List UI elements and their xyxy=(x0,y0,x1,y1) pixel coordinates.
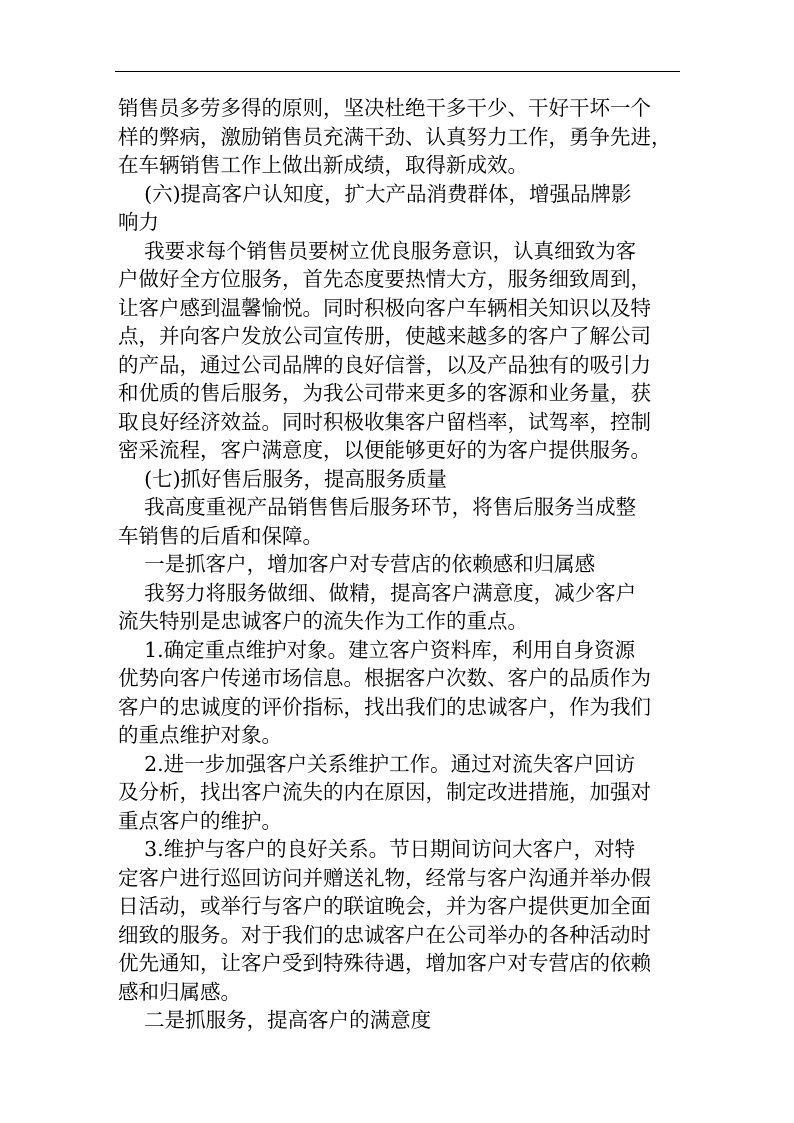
body-line: 销售员多劳多得的原则，坚决杜绝干多干少、干好干坏一个 xyxy=(118,96,651,120)
body-line: 我要求每个销售员要树立优良服务意识，认真细致为客 xyxy=(118,238,637,263)
body-line: 的产品，通过公司品牌的良好信誉，以及产品独有的吸引力 xyxy=(118,352,651,377)
subsection-heading: 一是抓客户，增加客户对专营店的依赖感和归属感 xyxy=(118,552,596,576)
body-line: 优势向客户传递市场信息。根据客户次数、客户的品质作为 xyxy=(118,666,651,690)
body-line: 及分析，找出客户流失的内在原因，制定改进措施，加强对 xyxy=(118,780,651,804)
body-line: 我努力将服务做细、做精，提高客户满意度，减少客户 xyxy=(118,580,637,605)
body-line: 感和归属感。 xyxy=(118,979,241,1004)
document-body xyxy=(118,94,684,1035)
section-heading: (六)提高客户认知度，扩大产品消费群体，增强品牌影 xyxy=(118,181,632,206)
body-line: 定客户进行巡回访问并赠送礼物，经常与客户沟通并举办假 xyxy=(118,865,651,890)
body-line: 流失特别是忠诚客户的流失作为工作的重点。 xyxy=(118,609,528,633)
body-line: 让客户感到温馨愉悦。同时积极向客户车辆相关知识以及特 xyxy=(118,295,651,320)
body-line: 点，并向客户发放公司宣传册，使越来越多的客户了解公司 xyxy=(118,324,651,348)
body-line: 户做好全方位服务，首先态度要热情大方，服务细致周到， xyxy=(118,267,651,291)
body-line: 取良好经济效益。同时积极收集客户留档率，试驾率，控制 xyxy=(118,409,651,434)
header-rule xyxy=(115,71,680,72)
body-line: 密采流程，客户满意度，以便能够更好的为客户提供服务。 xyxy=(118,438,651,462)
body-line: 和优质的售后服务，为我公司带来更多的客源和业务量，获 xyxy=(118,381,651,405)
subsection-heading: 二是抓服务，提高客户的满意度 xyxy=(118,1008,432,1032)
body-line: 细致的服务。对于我们的忠诚客户在公司举办的各种活动时 xyxy=(118,922,651,947)
body-line: 的重点维护对象。 xyxy=(118,723,282,747)
body-line: 客户的忠诚度的评价指标，找出我们的忠诚客户，作为我们 xyxy=(118,694,651,719)
body-line: 车销售的后盾和保障。 xyxy=(118,523,323,548)
body-line: 在车辆销售工作上做出新成绩，取得新成效。 xyxy=(118,153,528,177)
body-line: 我高度重视产品销售售后服务环节，将售后服务当成整 xyxy=(118,495,637,519)
body-line: 优先通知，让客户受到特殊待遇，增加客户对专营店的依赖 xyxy=(118,951,651,975)
body-line: 重点客户的维护。 xyxy=(118,808,282,833)
section-heading: (七)抓好售后服务，提高服务质量 xyxy=(118,466,448,491)
list-item: 2.进一步加强客户关系维护工作。通过对流失客户回访 xyxy=(118,751,636,776)
body-line: 日活动，或举行与客户的联谊晚会，并为客户提供更加全面 xyxy=(118,894,651,918)
section-heading: 响力 xyxy=(118,210,159,234)
list-item: 1.确定重点维护对象。建立客户资料库，利用自身资源 xyxy=(118,637,636,662)
body-line: 样的弊病，激励销售员充满干劲、认真努力工作，勇争先进， xyxy=(118,124,672,149)
list-item: 3.维护与客户的良好关系。节日期间访问大客户，对特 xyxy=(118,837,636,861)
